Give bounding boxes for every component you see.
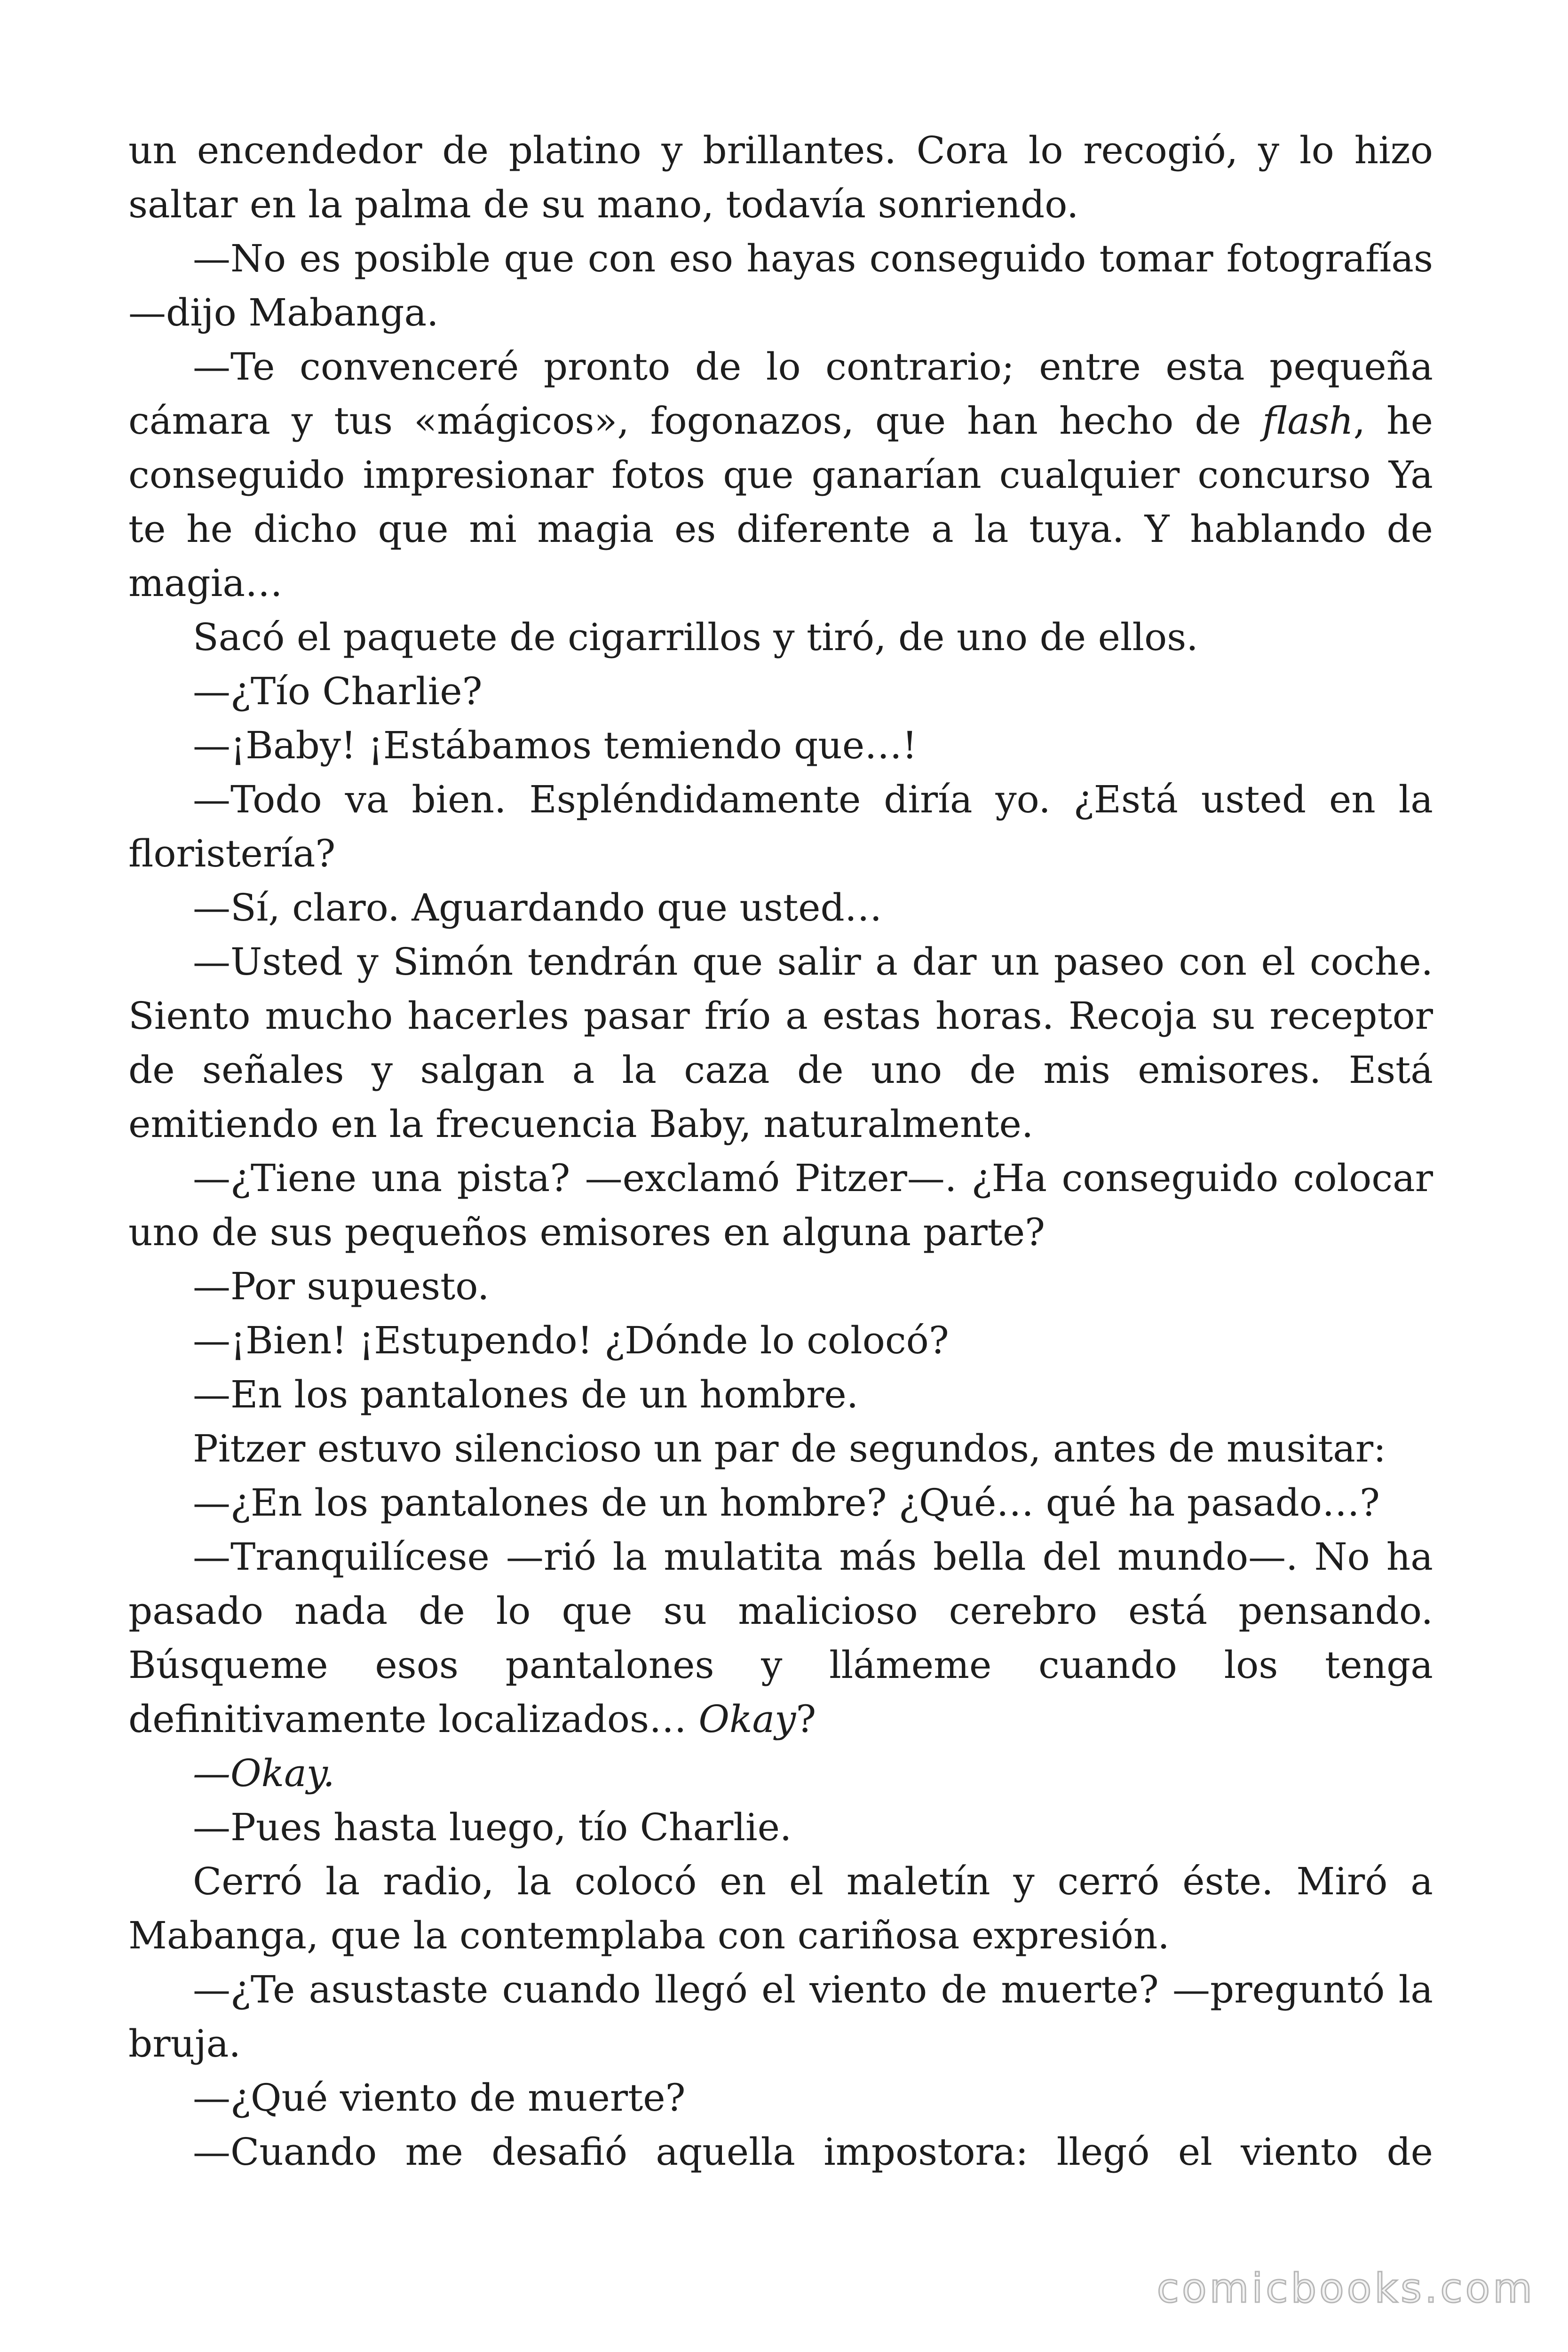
paragraph: —No es posible que con eso hayas conseguido tomar fotografías —dijo Mabanga. [128, 237, 1433, 334]
paragraph: —En los pantalones de un hombre. [193, 1373, 859, 1416]
paragraph: un encendedor de platino y brillantes. Cora lo recogió, y lo hizo saltar en la palma de su mano, todavía sonriendo. [128, 128, 1433, 226]
paragraph: Pitzer estuvo silencioso un par de segundos, antes de musitar: [193, 1427, 1386, 1470]
paragraph: —Cuando me desafió aquella impostora: llegó el viento de [193, 2130, 1433, 2174]
paragraph: —Pues hasta luego, tío Charlie. [193, 1805, 792, 1849]
paragraph: —¡Baby! ¡Estábamos temiendo que…! [193, 723, 918, 767]
paragraph [128, 1746, 1433, 1800]
paragraph: —¿Te asustaste cuando llegó el viento de muerte? —preguntó la bruja. [128, 1968, 1433, 2066]
paragraph: Sacó el paquete de cigarrillos y tiró, de uno de ellos. [193, 615, 1198, 659]
paragraph: —¿Tiene una pista? —exclamó Pitzer—. ¿Ha conseguido colocar uno de sus pequeños emisores en alguna parte? [128, 1156, 1433, 1254]
italic-term: Okay [698, 1697, 796, 1741]
watermark: comicbooks.com [1156, 2265, 1535, 2312]
paragraph: —Tranquilícese —rió la mulatita más bella del mundo—. No ha pasado nada de lo que su malicioso cerebro está pensando. Búsqueme esos pantalones y llámeme cuando los tenga definitivamente localizados… Okay? [128, 1535, 1433, 1741]
italic-dialogue: —Okay. [193, 1751, 335, 1795]
paragraph: —Por supuesto. [193, 1264, 490, 1308]
paragraph: —¿Qué viento de muerte? [193, 2076, 686, 2120]
paragraph: —¿En los pantalones de un hombre? ¿Qué… qué ha pasado…? [193, 1481, 1380, 1525]
paragraph: —¿Tío Charlie? [193, 669, 483, 713]
paragraph: —Todo va bien. Espléndidamente diría yo. ¿Está usted en la floristería? [128, 778, 1433, 875]
paragraph: Cerró la radio, la colocó en el maletín y cerró éste. Miró a Mabanga, que la contemplaba con cariñosa expresión. [128, 1859, 1433, 1957]
paragraph: —Sí, claro. Aguardando que usted… [193, 886, 882, 930]
paragraph: —¡Bien! ¡Estupendo! ¿Dónde lo colocó? [193, 1319, 949, 1362]
italic-term: flash [1262, 399, 1354, 443]
paragraph: —Te convenceré pronto de lo contrario; entre esta pequeña cámara y tus «mágicos», fogonazos, que han hecho de flash, he conseguido impresionar fotos que ganarían cualquier concurso Ya te he dicho que mi magia es diferente a la tuya. Y hablando de magia… [128, 345, 1433, 605]
paragraph: —Usted y Simón tendrán que salir a dar un paseo con el coche. Siento mucho hacerles pasar frío a estas horas. Recoja su receptor de señales y salgan a la caza de uno de mis emisores. Está emitiendo en la frecuencia Baby, naturalmente. [128, 940, 1433, 1146]
book-page-text [128, 123, 1433, 2179]
